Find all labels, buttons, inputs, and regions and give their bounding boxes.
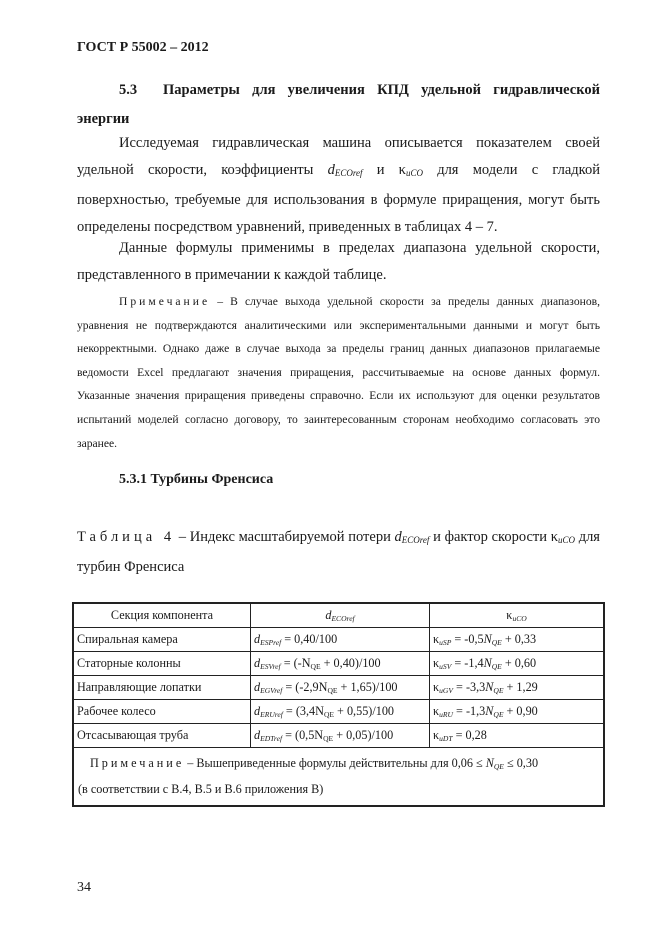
- cell-d-formula: dESVref = (-NQE + 0,40)/100: [251, 652, 430, 676]
- cell-component: Статорные колонны: [73, 652, 251, 676]
- header-component: Секция компонента: [73, 603, 251, 628]
- table-row: [73, 700, 604, 724]
- table-row: [73, 652, 604, 676]
- cell-d-formula: dEGVref = (-2,9NQE + 1,65)/100: [251, 676, 430, 700]
- cell-d-formula: dEDTref = (0,5NQE + 0,05)/100: [251, 724, 430, 748]
- table-caption: Таблица 4 – Индекс масштабируемой потери dECOref и фактор скорости κuCO для турбин Френсиса: [77, 529, 600, 576]
- paragraph-2: Данные формулы применимы в пределах диапазона удельной скорости, представленного в примечании к каждой таблице.: [77, 240, 600, 283]
- table-note-row: [73, 748, 604, 806]
- cell-d-formula: dESPref = 0,40/100: [251, 628, 430, 652]
- cell-component: Спиральная камера: [73, 628, 251, 652]
- table-4: [72, 602, 605, 807]
- subsection-heading: 5.3.1 Турбины Френсиса: [119, 472, 274, 487]
- cell-component: Направляющие лопатки: [73, 676, 251, 700]
- cell-k-formula: κuRU = -1,3NQE + 0,90: [430, 700, 605, 724]
- document-header: ГОСТ Р 55002 – 2012: [77, 40, 209, 55]
- header-d-eco: dECOref: [251, 603, 430, 628]
- section-heading: [77, 76, 600, 134]
- table-row: [73, 724, 604, 748]
- page-number: 34: [77, 880, 91, 895]
- note-label: Примечание: [119, 295, 211, 308]
- cell-k-formula: κuGV = -3,3NQE + 1,29: [430, 676, 605, 700]
- table-header-row: [73, 603, 604, 628]
- table-note: Примечание – Вышеприведенные формулы действительны для 0,06 ≤ NQE ≤ 0,30 (в соответствии с В.4, В.5 и В.6 приложения В): [73, 748, 604, 806]
- table-row: [73, 676, 604, 700]
- section-number: 5.3: [119, 82, 138, 98]
- cell-k-formula: κuSP = -0,5NQE + 0,33: [430, 628, 605, 652]
- cell-k-formula: κuDT = 0,28: [430, 724, 605, 748]
- paragraph-1: Исследуемая гидравлическая машина описывается показателем своей удельной скорости, коэффициенты dECOref и κuCO для модели с гладкой поверхностью, требуемые для использования в формуле приращения, могут быть определены посредством уравнений, приведенных в таблицах 4 – 7.: [77, 135, 600, 236]
- section-title-line2: энергии: [77, 111, 130, 127]
- section-title-line1: Параметры для увеличения КПД удельной гидравлической: [163, 82, 600, 98]
- cell-d-formula: dERUref = (3,4NQE + 0,55)/100: [251, 700, 430, 724]
- table-row: [73, 628, 604, 652]
- header-k-uco: κuCO: [430, 603, 605, 628]
- note-paragraph: Примечание – В случае выхода удельной скорости за пределы данных диапазонов, уравнения не подтверждаются аналитическими или экспериментальными данными и могут быть некорректными. Однако даже в случае выхода за пределы границ данных диапазонов прилагаемые ведомости Excel предлагают значения приращения, рассчитываемые на основе данных формул. Указанные значения приращения приведены справочно. Если их используют для оценки результатов испытаний моделей согласно договору, то заинтересованным сторонам необходимо согласовать это заранее.: [77, 295, 600, 450]
- cell-component: Рабочее колесо: [73, 700, 251, 724]
- cell-component: Отсасывающая труба: [73, 724, 251, 748]
- cell-k-formula: κuSV = -1,4NQE + 0,60: [430, 652, 605, 676]
